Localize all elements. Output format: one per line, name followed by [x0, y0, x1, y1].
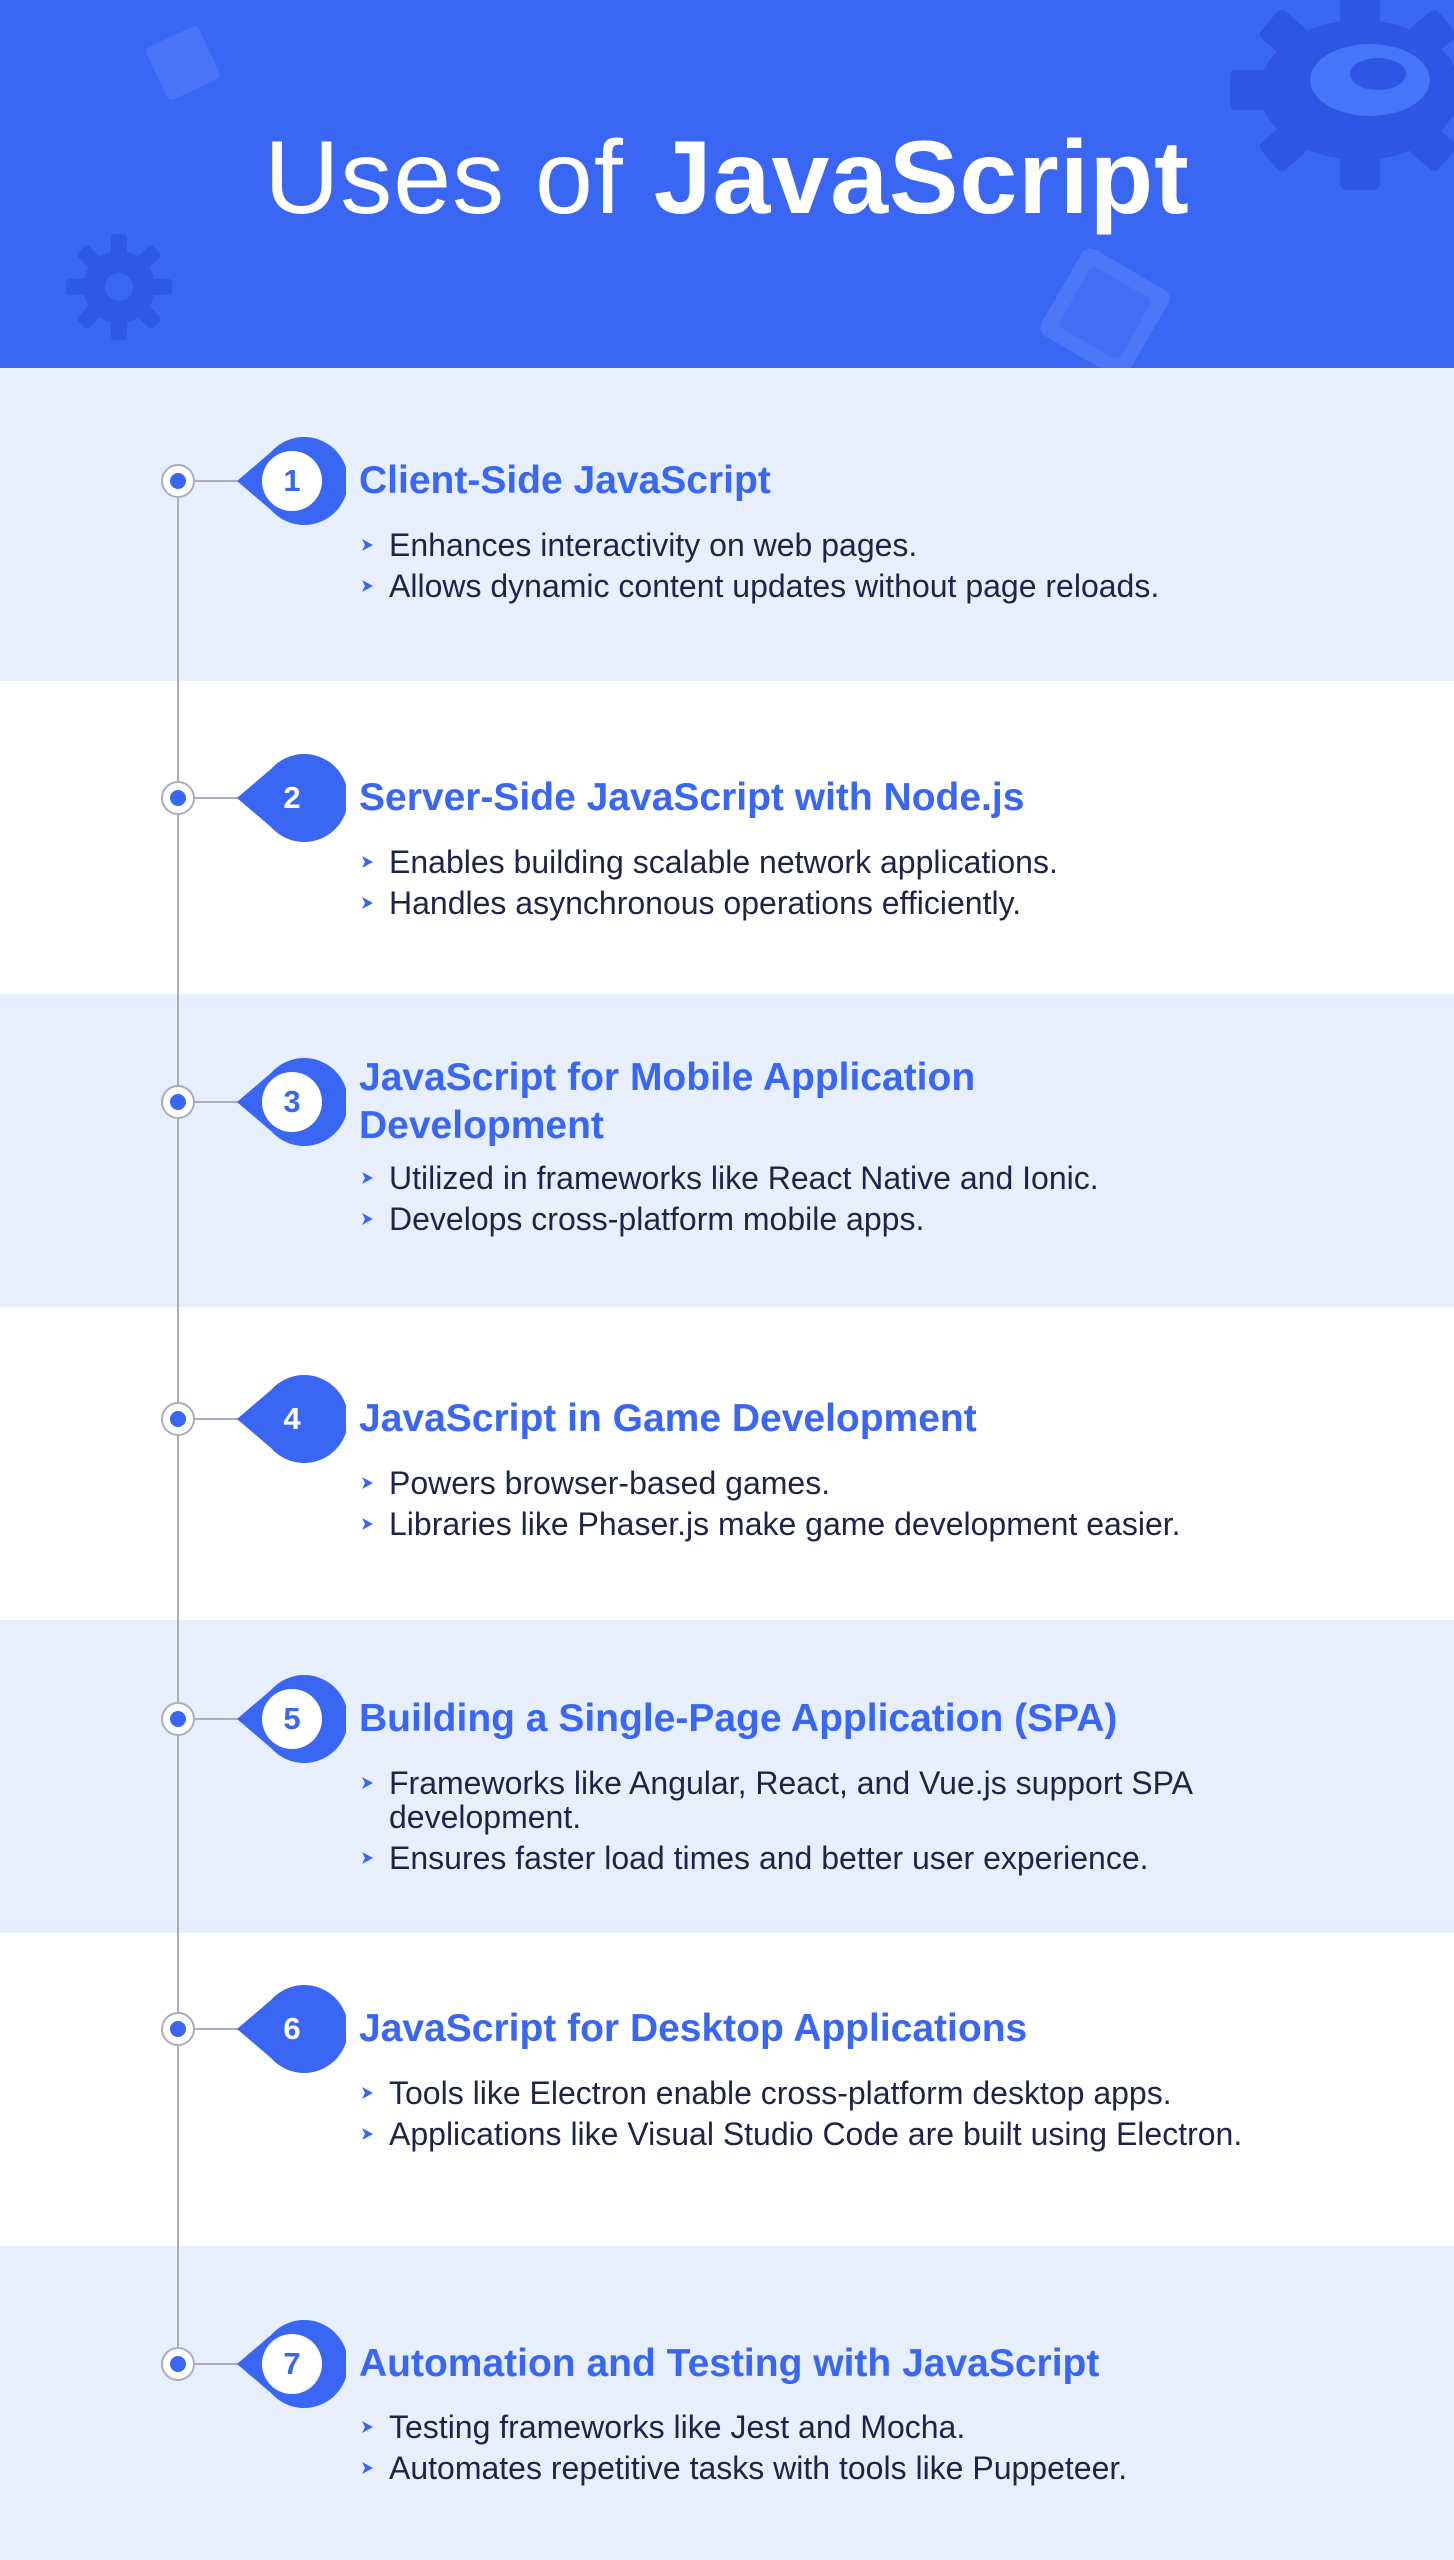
list-item [359, 1161, 1359, 1195]
list-item [359, 886, 1359, 920]
item-title: JavaScript in Game Development [359, 1397, 977, 1440]
list-item [359, 528, 1359, 562]
bullet-text: Handles asynchronous operations efficiently. [389, 885, 1022, 921]
list-item [359, 845, 1359, 879]
chevron-right-icon [359, 1850, 375, 1866]
bullet-list [359, 1466, 1359, 1548]
list-item [359, 2117, 1289, 2151]
header-banner [0, 0, 1454, 368]
page-title [0, 118, 1454, 238]
section-row-3 [0, 994, 1454, 1307]
step-marker-6 [156, 1983, 346, 2075]
step-number: 1 [283, 463, 301, 498]
item-title: JavaScript for Desktop Applications [359, 2007, 1028, 2050]
bullet-text: Frameworks like Angular, React, and Vue.js support SPA development. [389, 1765, 1192, 1835]
step-marker-1 [156, 435, 346, 527]
chevron-right-icon [359, 2126, 375, 2142]
chevron-right-icon [359, 2460, 375, 2476]
step-marker-7 [156, 2318, 346, 2410]
chevron-right-icon [359, 895, 375, 911]
step-marker-3 [156, 1056, 346, 1148]
step-number: 2 [283, 780, 301, 815]
list-item [359, 1466, 1359, 1500]
bullet-text: Enhances interactivity on web pages. [389, 527, 918, 563]
list-item [359, 1507, 1359, 1541]
chevron-right-icon [359, 854, 375, 870]
step-number: 3 [283, 1084, 301, 1119]
bullet-text: Automates repetitive tasks with tools like Puppeteer. [389, 2450, 1128, 2486]
chevron-right-icon [359, 2085, 375, 2101]
bullet-text: Utilized in frameworks like React Native and Ionic. [389, 1160, 1099, 1196]
item-title: Building a Single-Page Application (SPA) [359, 1697, 1118, 1740]
bullet-text: Testing frameworks like Jest and Mocha. [389, 2409, 966, 2445]
list-item [359, 569, 1359, 603]
list-item [359, 1202, 1359, 1236]
chevron-right-icon [359, 1475, 375, 1491]
step-number: 4 [283, 1401, 301, 1436]
chevron-right-icon [359, 1775, 375, 1791]
item-title: Client-Side JavaScript [359, 459, 771, 502]
bullet-text: Applications like Visual Studio Code are built using Electron. [389, 2116, 1243, 2152]
list-item [359, 1766, 1229, 1834]
bullet-text: Allows dynamic content updates without page reloads. [389, 568, 1160, 604]
list-item [359, 1841, 1279, 1875]
bullet-text: Ensures faster load times and better user experience. [389, 1840, 1149, 1876]
chevron-right-icon [359, 1170, 375, 1186]
item-title: Automation and Testing with JavaScript [359, 2342, 1100, 2385]
bullet-text: Develops cross-platform mobile apps. [389, 1201, 925, 1237]
chevron-right-icon [359, 2419, 375, 2435]
step-number: 7 [283, 2346, 301, 2381]
step-marker-2 [156, 752, 346, 844]
step-number: 6 [283, 2011, 301, 2046]
chevron-right-icon [359, 578, 375, 594]
list-item [359, 2451, 1359, 2485]
item-title: Server-Side JavaScript with Node.js [359, 776, 1025, 819]
bullet-list [359, 1766, 1279, 1882]
page-title-bold: JavaScript [653, 120, 1190, 236]
list-item [359, 2410, 1359, 2444]
chevron-right-icon [359, 1516, 375, 1532]
item-title: JavaScript for Mobile Application Development [359, 1056, 976, 1147]
bullet-text: Libraries like Phaser.js make game development easier. [389, 1506, 1181, 1542]
bullet-text: Enables building scalable network applications. [389, 844, 1058, 880]
bullet-list [359, 2410, 1359, 2492]
page-title-light: Uses of [264, 120, 624, 236]
html-badge-icon [1030, 248, 1180, 368]
bullet-list [359, 528, 1359, 610]
bullet-text: Powers browser-based games. [389, 1465, 831, 1501]
bullet-list [359, 1161, 1359, 1243]
bullet-text: Tools like Electron enable cross-platform desktop apps. [389, 2075, 1172, 2111]
bullet-list [359, 2076, 1359, 2158]
step-number: 5 [283, 1701, 301, 1736]
chevron-right-icon [359, 1211, 375, 1227]
step-marker-5 [156, 1673, 346, 1765]
list-item [359, 2076, 1359, 2110]
chevron-right-icon [359, 537, 375, 553]
js-badge-icon [142, 22, 224, 104]
bullet-list [359, 845, 1359, 927]
step-marker-4 [156, 1373, 346, 1465]
